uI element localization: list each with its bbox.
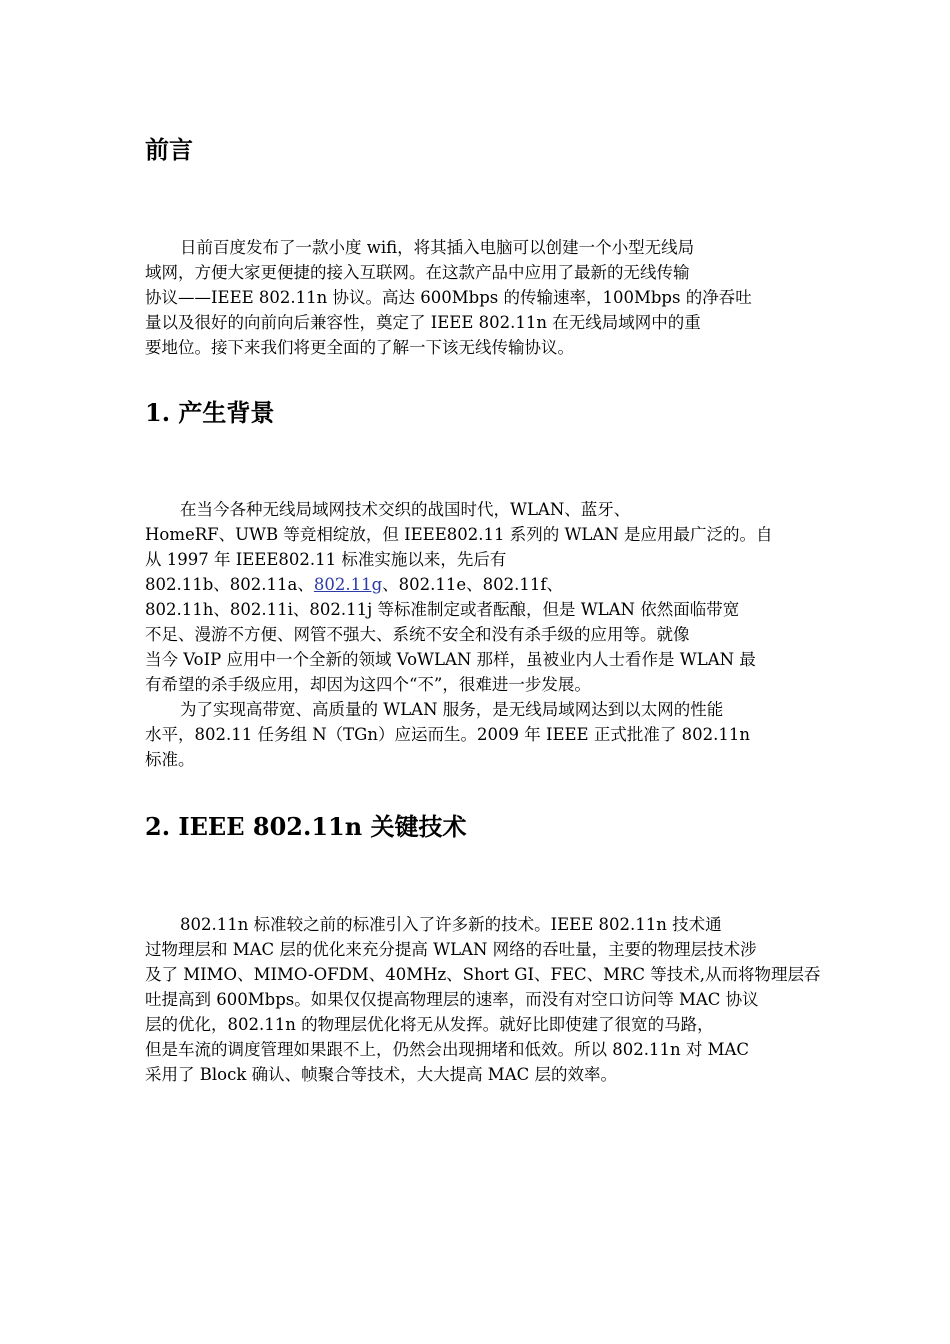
text-line: 过物理层和 MAC 层的优化来充分提高 WLAN 网络的吞吐量，主要的物理层技术涉 (145, 940, 757, 959)
text-line: 但是车流的调度管理如果跟不上，仍然会出现拥堵和低效。所以 802.11n 对 MAC (145, 1040, 750, 1059)
text-line: 采用了 Block 确认、帧聚合等技术，大大提高 MAC 层的效率。 (145, 1065, 617, 1084)
text-line-with-link (145, 572, 810, 597)
text-line: 水平，802.11 任务组 N（TGn）应运而生。2009 年 IEEE 正式批准了 802.11n (145, 725, 750, 744)
text-segment: 、802.11e、802.11f、 (382, 575, 564, 594)
text-line: 在当今各种无线局域网技术交织的战国时代，WLAN、蓝牙、 (180, 500, 631, 519)
text-line: 量以及很好的向前向后兼容性，奠定了 IEEE 802.11n 在无线局域网中的重 (145, 313, 701, 332)
preface-paragraph (145, 235, 810, 360)
text-line: 802.11n 标准较之前的标准引入了许多新的技术。IEEE 802.11n 技术通 (180, 915, 722, 934)
text-line: 标准。 (145, 750, 195, 769)
text-line: 及了 MIMO、MIMO-OFDM、40MHz、Short GI、FEC、MRC 等技术,从而将物理层吞 (145, 965, 821, 984)
text-line: 有希望的杀手级应用，却因为这四个“不”，很难进一步发展。 (145, 675, 591, 694)
text-line: 协议——IEEE 802.11n 协议。高达 600Mbps 的传输速率，100Mbps 的净吞吐 (145, 288, 752, 307)
text-line: 当今 VoIP 应用中一个全新的领域 VoWLAN 那样，虽被业内人士看作是 WLAN 最 (145, 650, 756, 669)
text-line: 不足、漫游不方便、网管不强大、系统不安全和没有杀手级的应用等。就像 (145, 625, 690, 644)
text-line: 域网，方便大家更便捷的接入互联网。在这款产品中应用了最新的无线传输 (145, 263, 690, 282)
section-heading-background: 1. 产生背景 (145, 398, 275, 427)
text-line: 日前百度发布了一款小度 wifi，将其插入电脑可以创建一个小型无线局 (180, 238, 695, 257)
section-heading-preface: 前言 (145, 135, 193, 164)
text-line: 吐提高到 600Mbps。如果仅仅提高物理层的速率，而没有对空口访问等 MAC 协议 (145, 990, 759, 1009)
key-technologies-paragraph (145, 912, 821, 1087)
text-line: HomeRF、UWB 等竞相绽放，但 IEEE802.11 系列的 WLAN 是应用最广泛的。自 (145, 525, 773, 544)
section-heading-key-technologies: 2. IEEE 802.11n 关键技术 (145, 812, 467, 841)
background-paragraph-2 (145, 697, 810, 772)
802-11g-link[interactable]: 802.11g (313, 575, 383, 594)
background-paragraph-1 (145, 497, 810, 697)
text-line: 从 1997 年 IEEE802.11 标准实施以来，先后有 (145, 550, 507, 569)
text-line: 层的优化，802.11n 的物理层优化将无从发挥。就好比即使建了很宽的马路， (145, 1015, 714, 1034)
text-segment: 802.11b、802.11a、 (145, 575, 314, 594)
text-line: 为了实现高带宽、高质量的 WLAN 服务，是无线局域网达到以太网的性能 (180, 700, 724, 719)
text-line: 要地位。接下来我们将更全面的了解一下该无线传输协议。 (145, 338, 574, 357)
text-line: 802.11h、802.11i、802.11j 等标准制定或者酝酿，但是 WLAN 依然面临带宽 (145, 600, 740, 619)
